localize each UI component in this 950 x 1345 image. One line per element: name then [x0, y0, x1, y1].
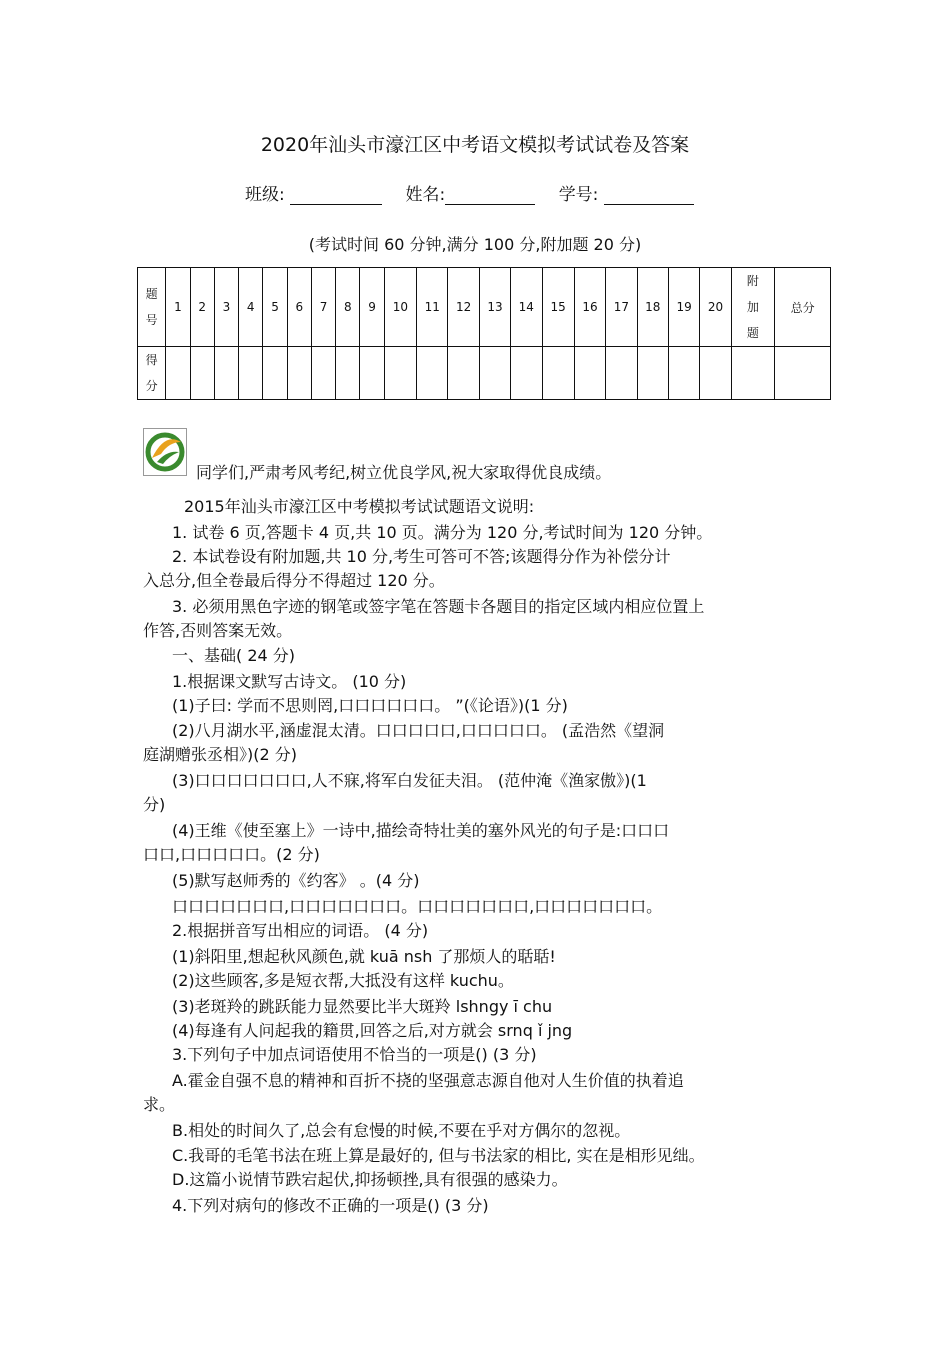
- score-cell[interactable]: [448, 347, 479, 400]
- score-cell[interactable]: [479, 347, 510, 400]
- score-cell[interactable]: [668, 347, 699, 400]
- question-number: 7: [311, 268, 335, 347]
- text-line: 庭湖赠张丞相》)(2 分): [143, 745, 297, 764]
- student-id-blank[interactable]: [604, 186, 694, 205]
- score-cell[interactable]: [731, 347, 775, 400]
- question-number: 4: [239, 268, 263, 347]
- text-line: (1)子曰: 学而不思则罔,口口口口口口。 ”(《论语》)(1 分): [172, 696, 568, 715]
- score-cell[interactable]: [287, 347, 311, 400]
- exam-note: (考试时间 60 分钟,满分 100 分,附加题 20 分): [308, 235, 642, 254]
- text-line: (2)这些顾客,多是短衣帮,大抵没有这样 kuchu。: [172, 971, 514, 990]
- text-line: (3)口口口口口口口,人不寐,将军白发征夫泪。 (范仲淹《渔家傲》)(1: [172, 771, 647, 790]
- text-line: 求。: [143, 1095, 176, 1114]
- question-number: 17: [606, 268, 637, 347]
- school-logo-icon: [143, 428, 187, 476]
- text-line: 口口,口口口口口。(2 分): [143, 845, 320, 864]
- question-number: 2: [190, 268, 214, 347]
- text-line: A.霍金自强不息的精神和百折不挠的坚强意志源自他对人生价值的执着追: [172, 1071, 684, 1090]
- score-cell[interactable]: [263, 347, 287, 400]
- text-line: 作答,否则答案无效。: [143, 621, 293, 640]
- text-line: (1)斜阳里,想起秋风颜色,就 kuā nsh 了那烦人的聒聒!: [172, 947, 556, 966]
- score-cell[interactable]: [190, 347, 214, 400]
- name-blank[interactable]: [445, 186, 535, 205]
- score-cell[interactable]: [239, 347, 263, 400]
- question-number: 14: [511, 268, 542, 347]
- question-number: 6: [287, 268, 311, 347]
- text-line: 同学们,严肃考风考纪,树立优良学风,祝大家取得优良成绩。: [196, 463, 612, 482]
- extra-question-header: 附加题: [731, 268, 775, 347]
- question-number: 18: [637, 268, 668, 347]
- question-number: 15: [542, 268, 574, 347]
- text-line: (2)八月湖水平,涵虚混太清。口口口口口,口口口口口。 (孟浩然《望洞: [172, 721, 665, 740]
- text-line: 3.下列句子中加点词语使用不恰当的一项是() (3 分): [172, 1045, 537, 1064]
- score-cell[interactable]: [511, 347, 542, 400]
- score-cell[interactable]: [775, 347, 831, 400]
- question-number: 11: [417, 268, 448, 347]
- text-line: (4)王维《使至塞上》一诗中,描绘奇特壮美的塞外风光的句子是:口口口: [172, 821, 670, 840]
- score-table: [137, 267, 831, 400]
- row-header-question: 题号: [138, 268, 166, 347]
- text-line: 4.下列对病句的修改不正确的一项是() (3 分): [172, 1196, 489, 1215]
- question-number: 3: [214, 268, 238, 347]
- score-cell[interactable]: [417, 347, 448, 400]
- text-line: 分): [143, 795, 166, 814]
- score-cell[interactable]: [700, 347, 731, 400]
- text-line: 2. 本试卷设有附加题,共 10 分,考生可答可不答;该题得分作为补偿分计: [172, 547, 671, 566]
- page-title: 2020年汕头市濠江区中考语文模拟考试试卷及答案: [260, 134, 690, 156]
- text-line: (4)每逢有人问起我的籍贯,回答之后,对方就会 srnq ǐ jng: [172, 1021, 573, 1040]
- text-line: B.相处的时间久了,总会有怠慢的时候,不要在乎对方偶尔的忽视。: [172, 1121, 631, 1140]
- score-cell[interactable]: [336, 347, 360, 400]
- text-line: C.我哥的毛笔书法在班上算是最好的, 但与书法家的相比, 实在是相形见绌。: [172, 1146, 705, 1165]
- text-line: 入总分,但全卷最后得分不得超过 120 分。: [143, 571, 445, 590]
- score-cell[interactable]: [542, 347, 574, 400]
- class-blank[interactable]: [290, 186, 382, 205]
- text-line: 2.根据拼音写出相应的词语。 (4 分): [172, 921, 429, 940]
- score-cell[interactable]: [214, 347, 238, 400]
- question-number: 8: [336, 268, 360, 347]
- text-line: (3)老斑羚的跳跃能力显然要比半大斑羚 lshngy ī chu: [172, 997, 553, 1016]
- total-header: 总分: [775, 268, 831, 347]
- score-cell[interactable]: [311, 347, 335, 400]
- student-info-line: [245, 180, 694, 205]
- text-line: 1. 试卷 6 页,答题卡 4 页,共 10 页。满分为 120 分,考试时间为 120 分钟。: [172, 523, 713, 542]
- question-number: 9: [360, 268, 384, 347]
- text-line: 1.根据课文默写古诗文。 (10 分): [172, 672, 407, 691]
- question-number: 5: [263, 268, 287, 347]
- text-line: 一、基础( 24 分): [172, 646, 296, 665]
- row-header-score: 得分: [138, 347, 166, 400]
- class-label: 班级:: [245, 185, 285, 205]
- text-line: 2015年汕头市濠江区中考模拟考试试题语文说明:: [184, 497, 535, 516]
- score-cell[interactable]: [606, 347, 637, 400]
- question-number: 12: [448, 268, 479, 347]
- text-line: 口口口口口口口,口口口口口口口。口口口口口口口,口口口口口口口。: [172, 897, 663, 916]
- question-number: 13: [479, 268, 510, 347]
- question-number: 16: [574, 268, 605, 347]
- question-number: 20: [700, 268, 731, 347]
- score-cell[interactable]: [384, 347, 416, 400]
- question-number: 1: [166, 268, 190, 347]
- question-number: 10: [384, 268, 416, 347]
- student-id-label: 学号:: [558, 185, 599, 205]
- text-line: (5)默写赵师秀的《约客》 。(4 分): [172, 871, 420, 890]
- score-cell[interactable]: [637, 347, 668, 400]
- question-number: 19: [668, 268, 699, 347]
- text-line: D.这篇小说情节跌宕起伏,抑扬顿挫,具有很强的感染力。: [172, 1170, 568, 1189]
- score-cell[interactable]: [166, 347, 190, 400]
- name-label: 姓名:: [405, 185, 446, 205]
- score-cell[interactable]: [360, 347, 384, 400]
- score-cell[interactable]: [574, 347, 605, 400]
- text-line: 3. 必须用黑色字迹的钢笔或签字笔在答题卡各题目的指定区域内相应位置上: [172, 597, 705, 616]
